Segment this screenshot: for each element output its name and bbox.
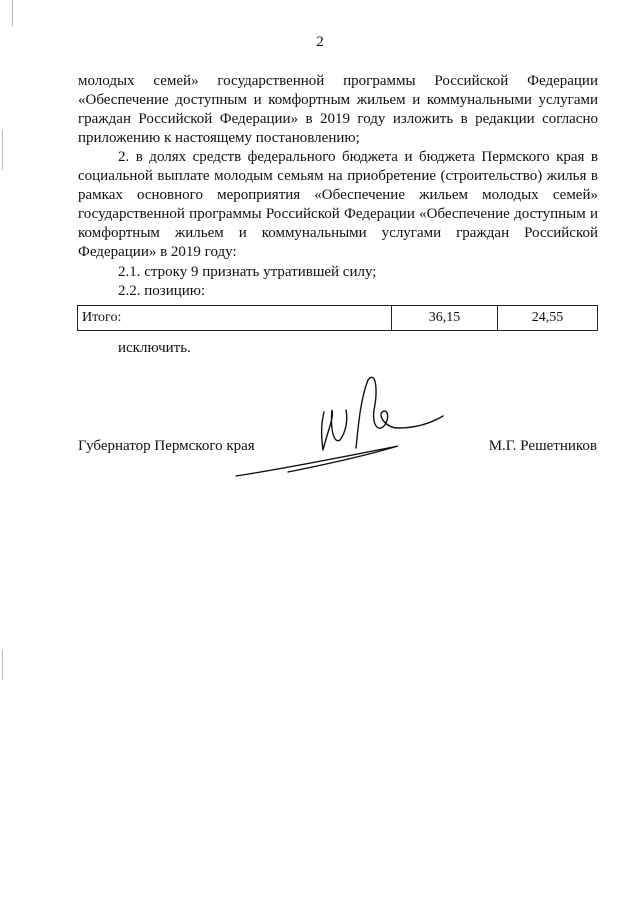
table-label-cell: Итого: (78, 306, 392, 330)
scan-edge-mark-left (2, 130, 3, 170)
position-table (77, 305, 598, 331)
paragraph-continuation: молодых семей» государственной программы Российской Федерации «Обеспечение доступным и комфортным жильем и коммунальными услугами граждан Российской Федерации» в 2019 году изложить в редакции согласно приложению к настоящему постановлению; (78, 73, 598, 146)
item-2-2: 2.2. позицию: (118, 283, 206, 299)
signatory-title: Губернатор Пермского края (78, 438, 255, 454)
paragraph-item-2: 2. в долях средств федерального бюджета и бюджета Пермского края в социальной выплате молодым семьям на приобретение (строительство) жилья в рамках основного мероприятия «Обеспечение жильем молодых семей» государственной программы Российской Федерации «Обеспечение доступным и комфортным жильем и коммунальными услугами граждан Российской Федерации» в 2019 году: (78, 149, 598, 260)
exclude-text: исключить. (118, 340, 191, 356)
item-2-1: 2.1. строку 9 признать утратившей силу; (118, 264, 377, 280)
handwritten-signature (228, 370, 448, 490)
page-number: 2 (316, 34, 324, 50)
signatory-name: М.Г. Решетников (488, 438, 597, 454)
scan-edge-mark-bottom (2, 650, 3, 680)
scan-edge-mark-top (12, 0, 13, 26)
table-value-federal: 36,15 (392, 306, 498, 330)
table-value-regional: 24,55 (531, 310, 564, 325)
